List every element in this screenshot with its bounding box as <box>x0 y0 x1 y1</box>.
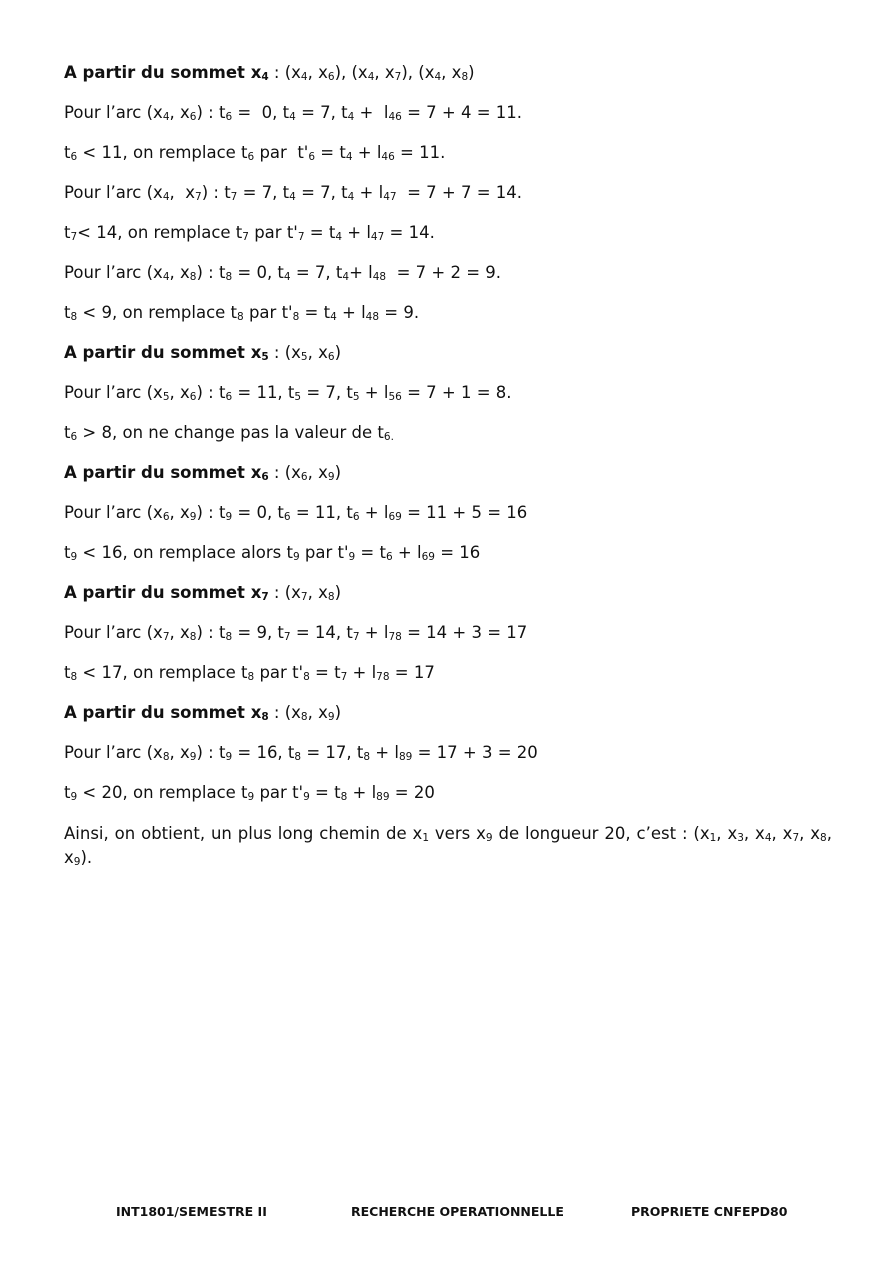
line-text: : ($x_7$, $x_8$) <box>268 583 341 603</box>
vertex-heading-label: A partir du sommet $x_6$ <box>64 463 269 483</box>
document-body <box>64 62 832 870</box>
computation-lines <box>64 62 832 804</box>
computation-line <box>64 302 832 324</box>
page-number: 80 <box>770 1204 788 1219</box>
line-text: Pour l’arc ($x_7$, $x_8$) : $t_8 = 9$, $t_7 = 14$, $t_7 + l_{78} = 14 + 3 = 17$ <box>64 623 528 643</box>
line-text: : ($x_5$, $x_6$) <box>268 343 341 363</box>
line-text: $t_9 < 20$, on remplace $t_9$ par $t'_9 = t_8 + l_{89} = 20$ <box>64 783 435 803</box>
line-text: Pour l’arc ($x_4$, $x_8$) : $t_8 = 0$, $t_4 = 7$, $t_4+ l_{48} = 7 + 2 = 9$. <box>64 263 502 283</box>
conclusion-paragraph: Ainsi, on obtient, un plus long chemin de $x_1$ vers $x_9$ de longueur 20, c’est : ($x_1$, $x_3$, $x_4$, $x_7$, $x_8$, $x_9$). <box>64 824 832 868</box>
line-text: : ($x_4$, $x_6$), ($x_4$, $x_7$), ($x_4$, $x_8$) <box>268 63 475 83</box>
line-text: Pour l’arc ($x_4$, $x_7$) : $t_7 = 7$, $t_4 = 7$, $t_4 + l_{47} = 7 + 7 = 14$. <box>64 183 523 203</box>
computation-line <box>64 142 832 164</box>
footer-subject: RECHERCHE OPERATIONNELLE <box>351 1204 564 1219</box>
line-text: $t_6 > 8$, on ne change pas la valeur de $t_{6.}$ <box>64 423 394 443</box>
vertex-heading-label: A partir du sommet $x_7$ <box>64 583 269 603</box>
computation-line <box>64 102 832 124</box>
computation-line <box>64 262 832 284</box>
computation-line <box>64 662 832 684</box>
line-text: Pour l’arc ($x_8$, $x_9$) : $t_9 = 16$, $t_8 = 17$, $t_8 + l_{89} = 17 + 3 = 20$ <box>64 743 538 763</box>
line-text: Pour l’arc ($x_4$, $x_6$) : $t_6 = 0$, $t_4 = 7$, $t_4 + l_{46} = 7 + 4 = 11$. <box>64 103 523 123</box>
vertex-heading <box>64 462 832 484</box>
line-text: Pour l’arc ($x_6$, $x_9$) : $t_9 = 0$, $t_6 = 11$, $t_6 + l_{69} = 11 + 5 = 16$ <box>64 503 528 523</box>
vertex-heading-label: A partir du sommet $x_4$ <box>64 63 269 83</box>
vertex-heading-label: A partir du sommet $x_8$ <box>64 703 269 723</box>
computation-line <box>64 542 832 564</box>
line-text: $t_8 < 17$, on remplace $t_8$ par $t'_8 = t_7 + l_{78} = 17$ <box>64 663 435 683</box>
page-footer <box>0 1204 893 1222</box>
vertex-heading <box>64 62 832 84</box>
line-text: $t_9 < 16$, on remplace alors $t_9$ par $t'_9 = t_6 + l_{69} = 16$ <box>64 543 481 563</box>
computation-line <box>64 222 832 244</box>
computation-line <box>64 782 832 804</box>
line-text: $t_6 < 11$, on remplace $t_6$ par $t'_6 = t_4 + l_{46} = 11$. <box>64 143 446 163</box>
vertex-heading <box>64 702 832 724</box>
line-text: $t_8 < 9$, on remplace $t_8$ par $t'_8 = t_4 + l_{48} = 9$. <box>64 303 420 323</box>
vertex-heading <box>64 582 832 604</box>
line-text: $t_7< 14$, on remplace $t_7$ par $t'_7 = t_4 + l_{47} = 14$. <box>64 223 435 243</box>
vertex-heading-label: A partir du sommet $x_5$ <box>64 343 269 363</box>
line-text: Pour l’arc ($x_5$, $x_6$) : $t_6 = 11$, $t_5 = 7$, $t_5 + l_{56} = 7 + 1 = 8$. <box>64 383 512 403</box>
footer-owner: PROPRIETE CNFEPD <box>631 1204 771 1219</box>
footer-course: INT1801/SEMESTRE II <box>116 1204 267 1219</box>
vertex-heading <box>64 342 832 364</box>
computation-line <box>64 742 832 764</box>
computation-line <box>64 502 832 524</box>
computation-line <box>64 382 832 404</box>
computation-line <box>64 622 832 644</box>
line-text: : ($x_6$, $x_9$) <box>268 463 341 483</box>
computation-line <box>64 182 832 204</box>
computation-line <box>64 422 832 444</box>
line-text: : ($x_8$, $x_9$) <box>268 703 341 723</box>
